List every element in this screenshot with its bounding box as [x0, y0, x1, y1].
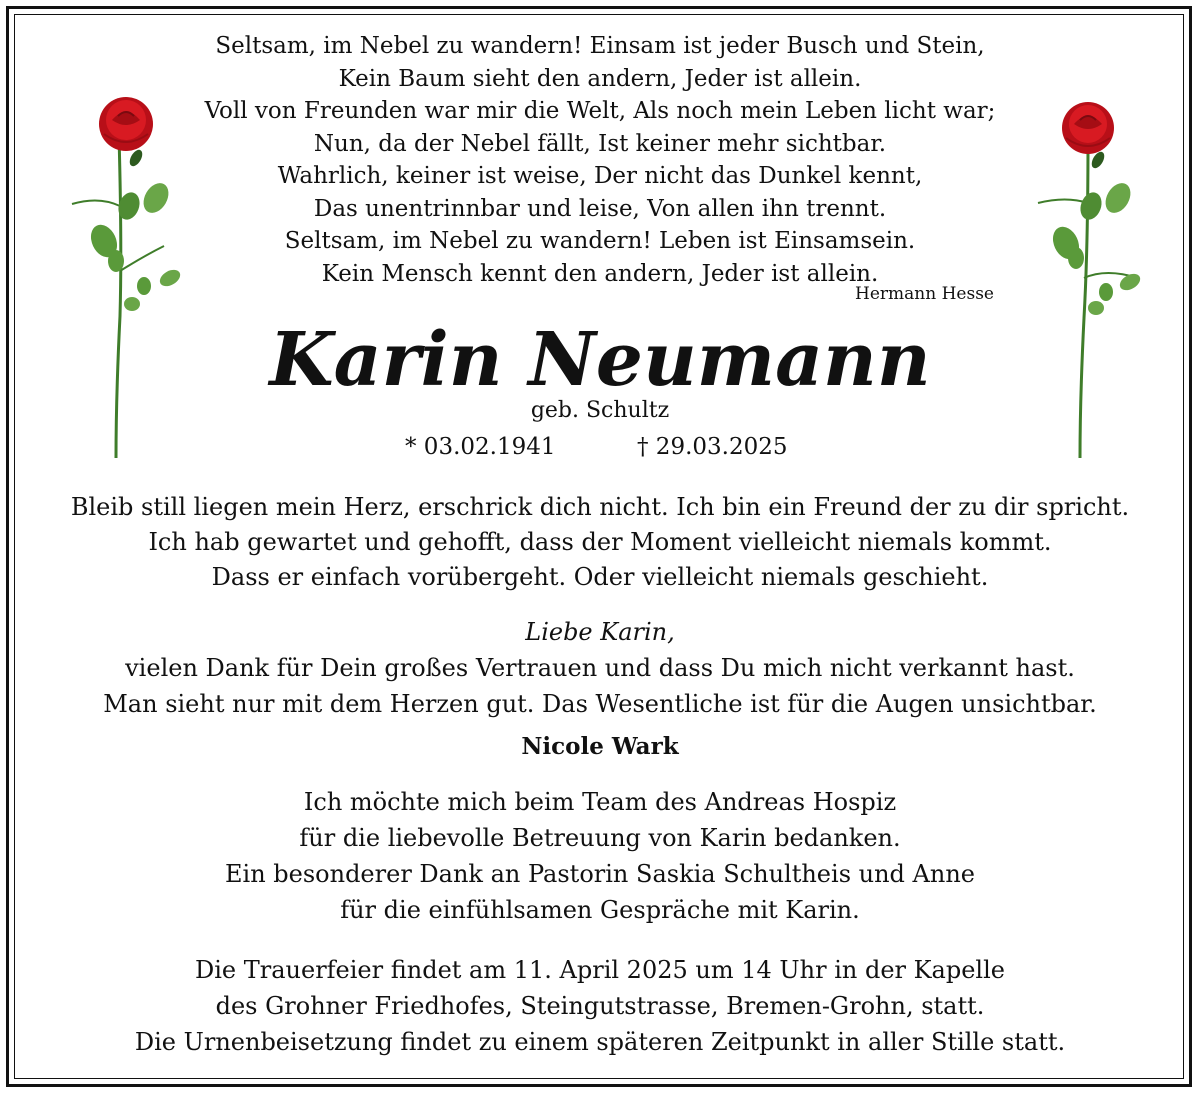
poem-line: Kein Mensch kennt den andern, Jeder ist allein. [321, 260, 879, 287]
dedication-line: Man sieht nur mit dem Herzen gut. Das Wesentliche ist für die Augen unsichtbar. [103, 690, 1097, 718]
deceased-name: Karin Neumann [269, 317, 931, 403]
poem-line: Seltsam, im Nebel zu wandern! Leben ist Einsamsein. [284, 228, 916, 254]
thanks-line: Ich möchte mich beim Team des Andreas Hospiz [303, 788, 897, 816]
poem-line: Das unentrinnbar und leise, Von allen ihn trennt. [313, 195, 887, 222]
birth-date: * 03.02.1941 [405, 434, 556, 460]
poem-author: Hermann Hesse [855, 284, 994, 304]
poem [0, 30, 1200, 290]
quote-line: Dass er einfach vorübergeht. Oder vielleicht niemals geschieht. [211, 563, 989, 591]
poem-line: Kein Baum sieht den andern, Jeder ist allein. [338, 65, 862, 92]
service-line: Die Urnenbeisetzung findet zu einem späteren Zeitpunkt in aller Stille statt. [134, 1028, 1066, 1056]
poem-line: Seltsam, im Nebel zu wandern! Einsam ist jeder Busch und Stein, [215, 33, 985, 59]
quote [0, 490, 1200, 595]
poem-line: Nun, da der Nebel fällt, Ist keiner mehr sichtbar. [313, 130, 887, 157]
poem-line: Voll von Freunden war mir die Welt, Als noch mein Leben licht war; [204, 98, 996, 124]
service-line: Die Trauerfeier findet am 11. April 2025 um 14 Uhr in der Kapelle [195, 956, 1005, 984]
thanks [0, 784, 1200, 928]
salutation: Liebe Karin, [525, 618, 675, 646]
death-date: † 29.03.2025 [637, 434, 788, 460]
quote-line: Bleib still liegen mein Herz, erschrick dich nicht. Ich bin ein Freund der zu dir spricht. [70, 493, 1130, 521]
service-info [0, 952, 1200, 1060]
signer-name: Nicole Wark [521, 733, 679, 760]
dedication-line: vielen Dank für Dein großes Vertrauen und dass Du mich nicht verkannt hast. [125, 654, 1075, 682]
maiden-name: geb. Schultz [530, 398, 670, 423]
dedication [0, 614, 1200, 722]
thanks-line: Ein besonderer Dank an Pastorin Saskia Schultheis und Anne [225, 860, 975, 888]
service-line: des Grohner Friedhofes, Steingutstrasse, Bremen-Grohn, statt. [215, 992, 985, 1020]
quote-line: Ich hab gewartet und gehofft, dass der Moment vielleicht niemals kommt. [148, 528, 1052, 556]
poem-line: Wahrlich, keiner ist weise, Der nicht das Dunkel kennt, [277, 163, 923, 189]
thanks-line: für die liebevolle Betreuung von Karin bedanken. [299, 824, 901, 852]
thanks-line: für die einfühlsamen Gespräche mit Karin. [340, 896, 860, 924]
